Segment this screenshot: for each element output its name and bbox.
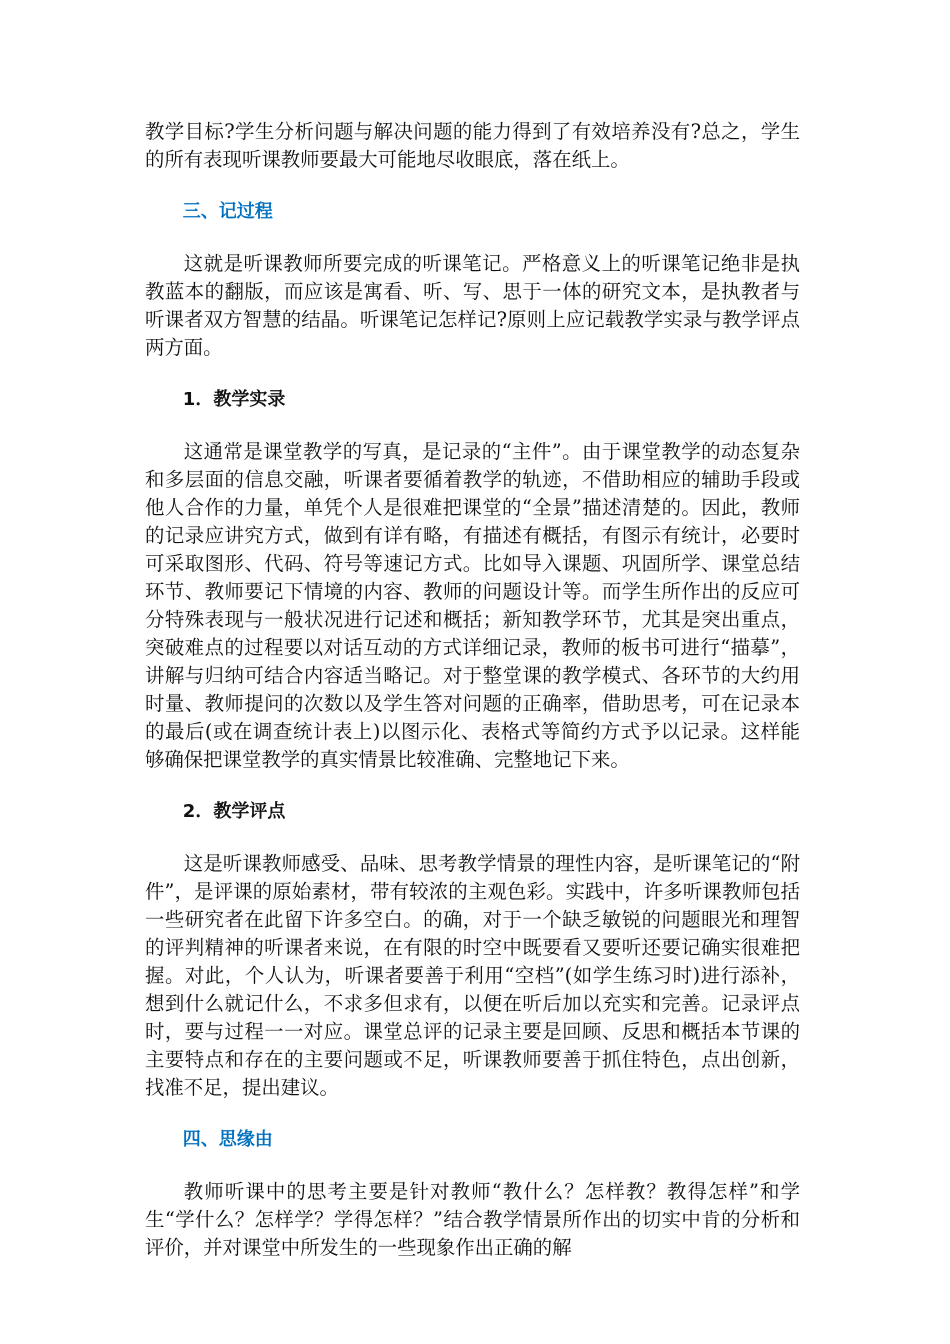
section-4-heading: 四、思缘由 bbox=[182, 1129, 273, 1150]
section-4-paragraph: 教师听课中的思考主要是针对教师“教什么？怎样教？教得怎样”和学生“学什么？怎样学？学得怎样？”结合教学情景所作出的切实中肯的分析和评价，并对课堂中所发生的一些现象作出正确的解 bbox=[145, 1180, 800, 1259]
section-3-heading: 三、记过程 bbox=[182, 201, 273, 222]
subsection-1-paragraph: 这通常是课堂教学的写真，是记录的“主件”。由于课堂教学的动态复杂和多层面的信息交融，听课者要循着教学的轨迹，不借助相应的辅助手段或他人合作的力量，单凭个人是很难把课堂的“全景”描述清楚的。因此，教师的记录应讲究方式，做到有详有略，有描述有概括，有图示有统计，必要时可采取图形、代码、符号等速记方式。比如导入课题、巩固所学、课堂总结环节、教师要记下情境的内容、教师的问题设计等。而学生所作出的反应可分特殊表现与一般状况进行记述和概括；新知教学环节，尤其是突出重点，突破难点的过程要以对话互动的方式详细记录，教师的板书可进行“描摹”，讲解与归纳可结合内容适当略记。对于整堂课的教学模式、各环节的大约用时量、教师提问的次数以及学生答对问题的正确率，借助思考，可在记录本的最后(或在调查统计表上)以图示化、表格式等简约方式予以记录。这样能够确保把课堂教学的真实情景比较准确、完整地记下来。 bbox=[145, 440, 800, 771]
subsection-1-heading: 1．教学实录 bbox=[182, 389, 286, 410]
subsection-2-paragraph: 这是听课教师感受、品味、思考教学情景的理性内容，是听课笔记的“附件”，是评课的原始素材，带有较浓的主观色彩。实践中，许多听课教师包括一些研究者在此留下许多空白。的确，对于一个缺乏敏锐的问题眼光和理智的评判精神的听课者来说，在有限的时空中既要看又要听还要记确实很难把握。对此，个人认为，听课者要善于利用“空档”(如学生练习时)进行添补，想到什么就记什么，不求多但求有，以便在听后加以充实和完善。记录评点时，要与过程一一对应。课堂总评的记录主要是回顾、反思和概括本节课的主要特点和存在的主要问题或不足，听课教师要善于抓住特色，点出创新，找准不足，提出建议。 bbox=[145, 852, 800, 1099]
section-3-paragraph: 这就是听课教师所要完成的听课笔记。严格意义上的听课笔记绝非是执教蓝本的翻版，而应该是寓看、听、写、思于一体的研究文本，是执教者与听课者双方智慧的结晶。听课笔记怎样记?原则上应记载教学实录与教学评点两方面。 bbox=[145, 252, 800, 359]
document-page bbox=[145, 118, 800, 1262]
intro-paragraph: 教学目标?学生分析问题与解决问题的能力得到了有效培养没有?总之，学生的所有表现听课教师要最大可能地尽收眼底，落在纸上。 bbox=[145, 120, 800, 171]
subsection-2-heading: 2．教学评点 bbox=[182, 801, 286, 822]
